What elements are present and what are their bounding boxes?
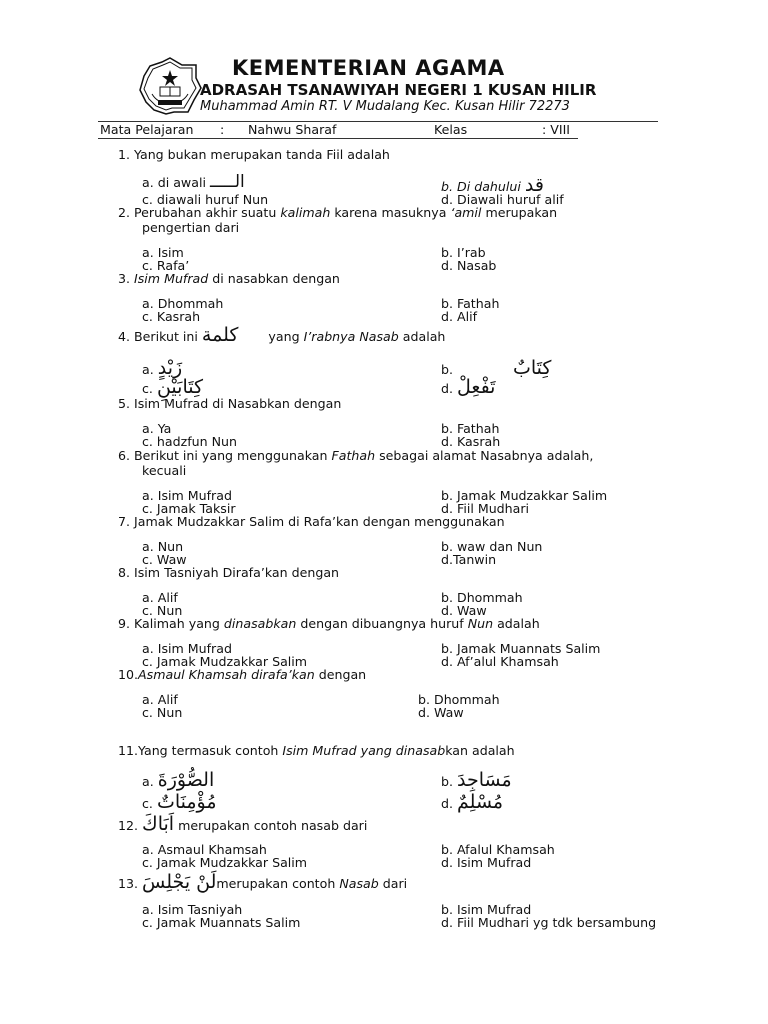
q6-option-d: d. Fiil Mudhari bbox=[441, 501, 530, 516]
subject-colon: : bbox=[220, 122, 225, 137]
q12-option-b: b. Afalul Khamsah bbox=[441, 842, 555, 857]
q9-option-d: d. Af’alul Khamsah bbox=[441, 654, 559, 669]
q2-option-a: a. Isim bbox=[142, 245, 184, 260]
school-address: Muhammad Amin RT. V Mudalang Kec. Kusan Hilir 72273 bbox=[200, 99, 570, 114]
q8-option-d: d. Waw bbox=[441, 603, 487, 618]
q4-option-a: a. زَيْدٍ bbox=[142, 357, 183, 379]
q1-option-d: d. Diawali huruf alif bbox=[441, 192, 564, 207]
question-9: 9. Kalimah yang dinasabkan dengan dibuangnya huruf Nun adalah bbox=[118, 616, 540, 631]
question-5: 5. Isim Mufrad di Nasabkan dengan bbox=[118, 396, 342, 411]
q3-option-d: d. Alif bbox=[441, 309, 478, 324]
q13-option-c: c. Jamak Muannats Salim bbox=[142, 915, 301, 930]
question-13: 13. لَنْ يَجْلِسَmerupakan contoh Nasab dari bbox=[118, 871, 408, 893]
q3-option-b: b. Fathah bbox=[441, 296, 500, 311]
q11-option-d: d. مُسْلِمٌ bbox=[441, 791, 504, 813]
q11-option-c: c. مُؤْمِنَاتٌ bbox=[142, 791, 217, 813]
q1-option-a: a. di awali الـــــ bbox=[142, 172, 245, 192]
header-rule-bottom bbox=[98, 138, 578, 139]
q9-option-a: a. Isim Mufrad bbox=[142, 641, 232, 656]
subject-value: Nahwu Sharaf bbox=[248, 122, 337, 137]
question-1: 1. Yang bukan merupakan tanda Fiil adalah bbox=[118, 147, 390, 162]
q1-option-b: b. Di dahului قد bbox=[441, 174, 544, 196]
q11-option-b: b. مَسَاجِدَ bbox=[441, 769, 512, 791]
q13-option-b: b. Isim Mufrad bbox=[441, 902, 532, 917]
q5-option-d: d. Kasrah bbox=[441, 434, 501, 449]
q7-option-d: d.Tanwin bbox=[441, 552, 497, 567]
class-value: : VIII bbox=[542, 122, 571, 137]
q8-option-a: a. Alif bbox=[142, 590, 178, 605]
q13-option-a: a. Isim Tasniyah bbox=[142, 902, 243, 917]
q6-option-b: b. Jamak Mudzakkar Salim bbox=[441, 488, 608, 503]
question-2-cont: pengertian dari bbox=[142, 220, 240, 235]
q4-option-d: d. تَفْعِلْ bbox=[441, 376, 496, 398]
q12-option-c: c. Jamak Mudzakkar Salim bbox=[142, 855, 308, 870]
question-6-cont: kecuali bbox=[142, 463, 187, 478]
question-8: 8. Isim Tasniyah Dirafa’kan dengan bbox=[118, 565, 340, 580]
q6-option-a: a. Isim Mufrad bbox=[142, 488, 232, 503]
q9-option-b: b. Jamak Muannats Salim bbox=[441, 641, 601, 656]
question-10: 10.Asmaul Khamsah dirafa’kan dengan bbox=[118, 667, 367, 682]
q10-option-c: c. Nun bbox=[142, 705, 183, 720]
question-11: 11.Yang termasuk contoh Isim Mufrad yang dinasabkan adalah bbox=[118, 743, 515, 758]
q4-option-b: b. كِتَابٌ bbox=[441, 357, 552, 379]
question-12: 12. اَبَاكَ merupakan contoh nasab dari bbox=[118, 813, 368, 835]
q1-option-c: c. diawali huruf Nun bbox=[142, 192, 269, 207]
q5-option-b: b. Fathah bbox=[441, 421, 500, 436]
q10-option-b: b. Dhommah bbox=[418, 692, 500, 707]
q8-option-b: b. Dhommah bbox=[441, 590, 523, 605]
q7-option-a: a. Nun bbox=[142, 539, 184, 554]
q10-option-d: d. Waw bbox=[418, 705, 464, 720]
q3-option-c: c. Kasrah bbox=[142, 309, 201, 324]
question-2: 2. Perubahan akhir suatu kalimah karena masuknya ‘amil merupakan bbox=[118, 205, 558, 220]
q11-option-a: a. الصُّوْرَةَ bbox=[142, 769, 215, 791]
q2-option-b: b. I’rab bbox=[441, 245, 486, 260]
q8-option-c: c. Nun bbox=[142, 603, 183, 618]
q9-option-c: c. Jamak Mudzakkar Salim bbox=[142, 654, 308, 669]
question-3: 3. Isim Mufrad di nasabkan dengan bbox=[118, 271, 340, 286]
q12-option-a: a. Asmaul Khamsah bbox=[142, 842, 267, 857]
q5-option-a: a. Ya bbox=[142, 421, 172, 436]
q6-option-c: c. Jamak Taksir bbox=[142, 501, 236, 516]
q2-option-d: d. Nasab bbox=[441, 258, 497, 273]
question-4: 4. Berikut ini كلمة yang I’rabnya Nasab adalah bbox=[118, 324, 446, 346]
q5-option-c: c. hadzfun Nun bbox=[142, 434, 238, 449]
school-name: ADRASAH TSANAWIYAH NEGERI 1 KUSAN HILIR bbox=[200, 81, 597, 99]
q7-option-c: c. Waw bbox=[142, 552, 187, 567]
q7-option-b: b. waw dan Nun bbox=[441, 539, 543, 554]
q3-option-a: a. Dhommah bbox=[142, 296, 224, 311]
question-7: 7. Jamak Mudzakkar Salim di Rafa’kan dengan menggunakan bbox=[118, 514, 505, 529]
q4-option-c: c. كِتَابَيْنِ bbox=[142, 376, 204, 398]
q13-option-d: d. Fiil Mudhari yg tdk bersambung bbox=[441, 915, 657, 930]
q2-option-c: c. Rafa’ bbox=[142, 258, 190, 273]
ministry-title: KEMENTERIAN AGAMA bbox=[232, 56, 505, 80]
ministry-logo bbox=[138, 56, 202, 116]
question-6: 6. Berikut ini yang menggunakan Fathah sebagai alamat Nasabnya adalah, bbox=[118, 448, 594, 463]
q10-option-a: a. Alif bbox=[142, 692, 178, 707]
q12-option-d: d. Isim Mufrad bbox=[441, 855, 532, 870]
class-label: Kelas bbox=[434, 122, 468, 137]
subject-label: Mata Pelajaran bbox=[100, 122, 194, 137]
